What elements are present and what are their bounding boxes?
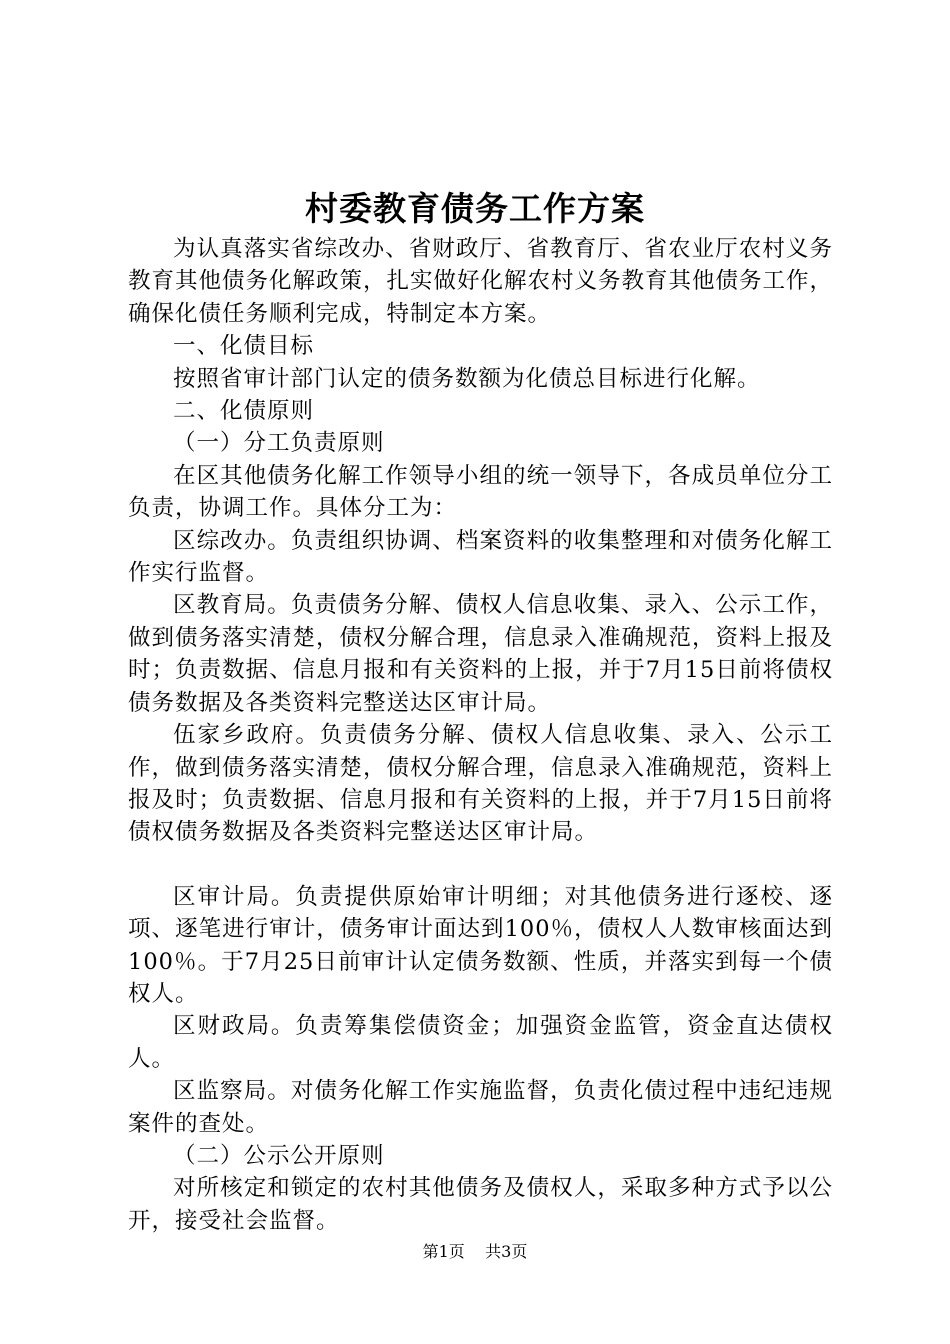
page-number: 第1页: [422, 1242, 465, 1261]
paragraph-goal: 按照省审计部门认定的债务数额为化债总目标进行化解。: [173, 365, 761, 392]
paragraph-reform-office: 区综改办。负责组织协调、档案资料的收集整理和对债务化解工作实行监督。: [128, 527, 833, 587]
section-heading-principles: 二、化债原则: [173, 398, 315, 425]
paragraph-audit-bureau: 区审计局。负责提供原始审计明细；对其他债务进行逐校、逐项、逐笔进行审计，债务审计面达到100％，债权人人数审核面达到100％。于7月25日前审计认定债务数额、性质，并落实到每一个债权人。: [128, 883, 833, 1007]
paragraph-publicity: 对所核定和锁定的农村其他债务及债权人，采取多种方式予以公开，接受社会监督。: [128, 1175, 833, 1234]
paragraph-finance-bureau: 区财政局。负责筹集偿债资金；加强资金监管，资金直达债权人。: [128, 1013, 833, 1072]
document-body: [128, 233, 833, 1237]
section-heading-goal: 一、化债目标: [173, 333, 315, 360]
page-footer: [0, 1240, 950, 1264]
paragraph-intro: 为认真落实省综改办、省财政厅、省教育厅、省农业厅农村义务教育其他债务化解政策，扎实做好化解农村义务教育其他债务工作，确保化债任务顺利完成，特制定本方案。: [128, 236, 834, 327]
subsection-heading-publicity: （二）公示公开原则: [173, 1142, 385, 1169]
paragraph-township-government: 伍家乡政府。负责债务分解、债权人信息收集、录入、公示工作，做到债务落实清楚，债权分解合理，信息录入准确规范，资料上报及时；负责数据、信息月报和有关资料的上报，并于7月15日前将债权债务数据及各类资料完整送达区审计局。: [128, 722, 834, 846]
paragraph-division: 在区其他债务化解工作领导小组的统一领导下，各成员单位分工负责，协调工作。具体分工为：: [128, 462, 833, 522]
subsection-heading-division: （一）分工负责原则: [173, 430, 385, 457]
document-title: 村委教育债务工作方案: [305, 189, 645, 228]
page-total: 共3页: [485, 1242, 528, 1261]
paragraph-education-bureau: 区教育局。负责债务分解、债权人信息收集、录入、公示工作，做到债务落实清楚，债权分解合理，信息录入准确规范，资料上报及时；负责数据、信息月报和有关资料的上报，并于7月15日前将债权债务数据及各类资料完整送达区审计局。: [128, 592, 834, 716]
paragraph-supervision-bureau: 区监察局。对债务化解工作实施监督，负责化债过程中违纪违规案件的查处。: [128, 1078, 833, 1137]
